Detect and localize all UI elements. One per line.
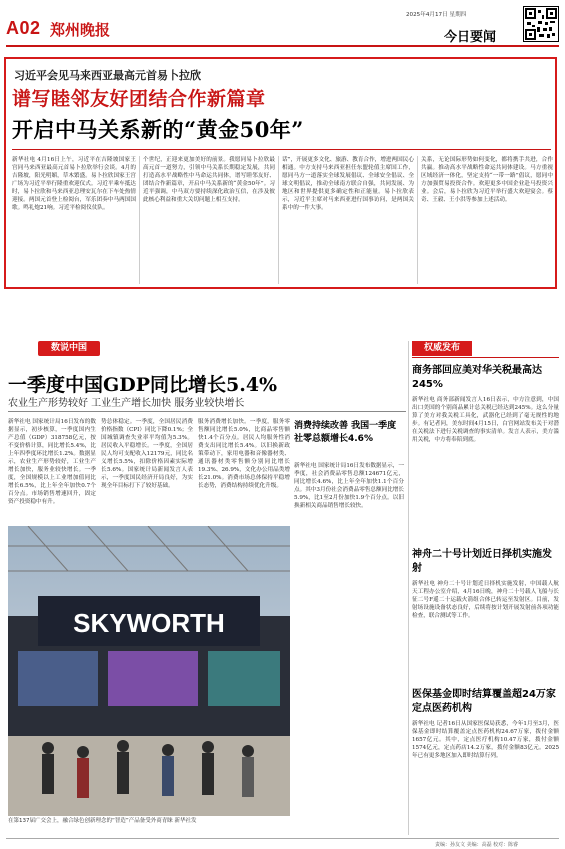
consumption-body: 新华社电 国家统计局16日发布数据显示，一季度，社会消费品零售总额124671亿元，同比增长4.6%，比上年全年加快1.1个百分点。其中3月份社会消费品零售总额同比增长5.9%，比1至2月份加快1.9个百分点。以旧换新相关商品销售增长较快。	[294, 463, 404, 509]
footer-credits: 责编：孙友文 美编：高磊 校对：陈睿	[435, 842, 519, 848]
story-headline-medical-insurance: 医保基金即时结算覆盖超24万家定点医药机构	[412, 689, 556, 714]
top-story-divider	[12, 149, 551, 150]
section-tag-authoritative: 权威发布	[412, 341, 472, 356]
story-body-medical-insurance: 新华社电 记者16日从国家医保局获悉，今年1月至3月，医保基金即时结算覆盖定点医药机构24.67万家，拨付金额1657亿元。其中，定点医疗机构10.47万家，拨付金额1574亿元，定点药店14.2万家，拨付金额83亿元。2025年已有更多地区加入即时结算行列。	[412, 721, 559, 759]
top-story-column-4: 关系，无论国际形势如何变化，都将携手共进，合作共赢。推动高水平战略性命运共同体建设。马方重视区域经济一体化，坚定支持“一带一路”倡议，愿同中方加强贸易投资合作。欢迎更多中国企业赴马投资兴业。会后，易卜拉欣为习近平举行盛大欢迎宴会。蔡奇、王毅、王小洪等参加上述活动。	[421, 157, 553, 203]
story-headline-shenzhou: 神舟二十号计划近日择机实施发射	[412, 549, 552, 574]
photo-caption: 在第137届广交会上，融合绿色创新理念的“智造”产品备受外商青睐 新华社发	[8, 818, 197, 824]
right-column-divider	[412, 357, 559, 358]
page-number: A02	[6, 18, 41, 38]
section-tag-data-china: 数说中国	[38, 341, 100, 356]
column-divider	[417, 156, 418, 284]
gdp-column-2: 势总体稳定。一季度，全国居民消费价格指数（CPI）同比下降0.1%；全国城镇调查失业率平均值为5.3%。居民收入平稳增长。一季度，全国居民人均可支配收入12179元，同比名义增长5.5%，扣除价格因素实际增长5.6%。国家统计局新闻发言人表示，一季度国民经济开局良好，为实现全年目标打下了较好基础。	[101, 419, 193, 489]
top-story-headline-main: 谱写睦邻友好团结合作新篇章	[12, 88, 266, 110]
top-story-kicker: 习近平会见马来西亚最高元首易卜拉欣	[14, 69, 201, 82]
trade-fair-photo	[8, 526, 290, 816]
section-title: 今日要闻	[444, 30, 497, 45]
top-story-column-2: 个世纪，正迎来更加美好的前景。我愿同易卜拉欣最高元首一道努力，引领中马关系长期稳定发展，共同打造高水平战略性中马命运共同体，谱写睦邻友好、团结合作新篇章，开启中马关系新的“黄金50年”。习近平强调，中马双方要持续深化政治互信，在涉及彼此核心利益和重大关切问题上相互支持。	[143, 157, 275, 203]
header-divider	[6, 45, 559, 47]
column-divider	[278, 156, 279, 284]
gdp-divider	[8, 411, 406, 412]
story-headline-tariff: 商务部回应美对华关税最高达245%	[412, 365, 542, 390]
gdp-headline: 一季度中国GDP同比增长5.4%	[8, 374, 278, 396]
gdp-subheadline: 农业生产形势较好 工业生产增长加快 服务业较快增长	[8, 398, 245, 409]
top-story-headline-secondary: 开启中马关系新的“黄金50年”	[12, 117, 304, 142]
column-divider	[139, 156, 140, 284]
qr-code-icon[interactable]	[523, 6, 559, 42]
gdp-column-3-top: 服务消费增长加快。一季度，服务零售额同比增长5.0%，比商品零售额快1.4个百分点。居民人均服务性消费支出同比增长5.4%。以旧换新政策带动下，家用电器和音像器材类、通讯器材类零售额分别同比增长19.3%、26.9%，文化办公用品类增长21.0%。消费市场总体保持平稳增长态势，消费结构持续优化升级。	[198, 419, 290, 489]
footer-divider	[6, 838, 559, 839]
story-body-shenzhou: 新华社电 神舟二十号计划近日择机实施发射，中国载人航天工程办公室介绍，4月16日晚，神舟二十号载人飞船与长征二号F遥二十运载火箭组合体已转运至发射区。目前，发射场设施设备状态良好，后续将按计划开展发射前各项功能检查，联合测试等工作。	[412, 581, 559, 619]
gdp-column-1: 新华社电 国家统计局16日发布的数据显示，初步核算，一季度国内生产总值（GDP）318758亿元，按不变价格计算，同比增长5.4%，比上年四季度环比增长1.2%。数据显示，农业生产形势较好，工业生产增长加快，服务业较快增长。一季度，全国规模以上工业增加值同比增长6.5%，比上年全年加快0.7个百分点。市场销售增速回升，固定资产投资稳中有升。	[8, 419, 96, 505]
newspaper-masthead: 郑州晚报	[50, 21, 111, 39]
column-divider	[408, 341, 409, 835]
top-story-column-1: 新华社电 4月16日上午，习近平在吉隆坡国家王宫同马来西亚最高元首易卜拉欣举行会谈。4月的吉隆坡，阳光明媚，草木繁盛。易卜拉欣国家王宫广场为习近平举行隆重欢迎仪式。习近平乘车抵达时，易卜拉欣和马来西亚总理安瓦尔在下车处热情迎接。两国元首登上检阅台，军乐团奏中马两国国歌。鸣礼炮21响。习近平检阅仪仗队。	[12, 157, 136, 211]
consumption-headline: 消费持续改善 我国一季度社零总额增长4.6%	[294, 421, 397, 444]
top-story-column-3: 话”，开展更多文化、旅游、教育合作，增进两国民心相通。中方支持马来西亚担任东盟轮值主席国工作，愿同马方一道落实全球发展倡议、全球安全倡议、全球文明倡议，推动全球南方联合自强，共同发展、为地区和世界提供更多确定性和正能量。易卜拉欣表示，习近平主席对马来西亚进行国事访问，是两国关系中的一件大事。	[282, 157, 414, 211]
issue-date: 2025年4月17日 星期四	[406, 12, 467, 18]
skyworth-booth-sign: SKYWORTH	[73, 608, 225, 638]
story-body-tariff: 新华社电 商务部新闻发言人16日表示，中方注意到，中国出口美国的个别商品累计总关税已经达到245%。这么分量算了美方对我关税工具化，武器化已经到了毫无规性的地步。有记者问，美东时间4月15日，白宫网站发布关于对潜在关税法下进行关税调查的事实清单。发言人表示，美方滥用关税，中方将奉陪到底。	[412, 397, 559, 443]
